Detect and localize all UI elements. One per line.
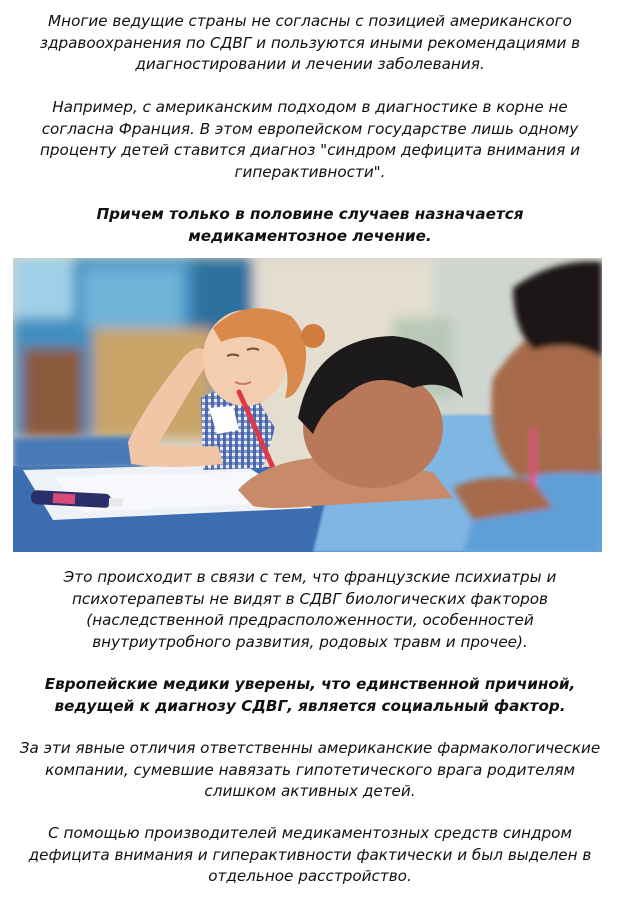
social-factor-paragraph: Европейские медики уверены, что единственной причиной, ведущей к диагнозу СДВГ, является социальный фактор.: [44, 675, 576, 715]
treatment-paragraph: Причем только в половине случаев назначается медикаментозное лечение.: [96, 205, 524, 245]
france-paragraph: Например, с американским подходом в диагностике в корне не согласна Франция. В этом европейском государстве лишь одному проценту детей ставится диагноз "синдром дефицита внимания и гиперактивности".: [39, 98, 581, 181]
pharma-paragraph: За эти явные отличия ответственны американские фармакологические компании, сумевшие навязать гипотетического врага родителям слишком активных детей.: [19, 739, 601, 800]
psychiatrists-paragraph: Это происходит в связи с тем, что французские психиатры и психотерапевты не видят в СДВГ биологических факторов (наследственной предрасположенности, особенностей внутриутробного развития, родовых травм и прочее).: [63, 568, 557, 651]
disorder-paragraph: С помощью производителей медикаментозных средств синдром дефицита внимания и гиперактивности фактически и был выделен в отдельное расстройство.: [28, 824, 592, 885]
classroom-photo: [13, 258, 602, 552]
intro-paragraph: Многие ведущие страны не согласны с позицией американского здравоохранения по СДВГ и пользуются иными рекомендациями в диагностировании и лечении заболевания.: [39, 12, 581, 73]
